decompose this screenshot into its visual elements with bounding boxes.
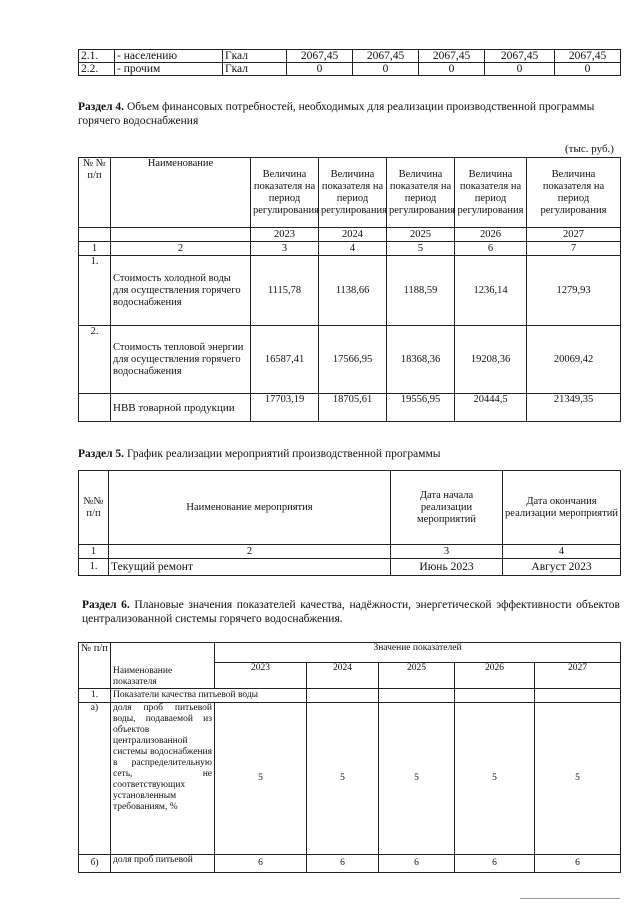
row-num: 2.1. <box>79 50 115 63</box>
col-num: 6 <box>455 242 527 256</box>
row-name: доля проб питьевой <box>111 855 215 873</box>
value-cell: 19556,95 <box>387 394 455 422</box>
table-row <box>79 256 621 326</box>
section4-unit: (тыс. руб.) <box>565 143 614 155</box>
table-row <box>79 326 621 394</box>
value-cell: 20069,42 <box>527 326 621 394</box>
start-date: Июнь 2023 <box>391 559 503 576</box>
row-name: Стоимость тепловой энергии для осуществления горячего водоснабжения <box>111 326 251 394</box>
year-cell: 2026 <box>455 228 527 242</box>
col-num-row <box>79 242 621 256</box>
value-cell: 5 <box>535 703 621 855</box>
section4-table <box>78 157 621 422</box>
value-cell: 6 <box>535 855 621 873</box>
row-num: а) <box>79 703 111 855</box>
value-cell: 6 <box>307 855 379 873</box>
value-cell: 16587,41 <box>251 326 319 394</box>
value-cell: 5 <box>379 703 455 855</box>
head-num: №№ п/п <box>79 471 109 545</box>
year-cell: 2024 <box>307 663 379 689</box>
year-cell: 2027 <box>527 228 621 242</box>
value-cell: 1138,66 <box>319 256 387 326</box>
head-value: Величина показателя на период регулирования <box>455 158 527 228</box>
row-num: 1. <box>79 256 111 326</box>
head-value: Величина показателя на период регулирования <box>319 158 387 228</box>
section5-label: Раздел 5. <box>78 448 125 460</box>
value-cell: 0 <box>555 63 621 76</box>
head-start: Дата начала реализации мероприятий <box>391 471 503 545</box>
head-value: Величина показателя на период регулирования <box>251 158 319 228</box>
section4-label: Раздел 4. <box>78 101 125 113</box>
section4-title: Объем финансовых потребностей, необходимых для реализации производственной программы горячего водоснабжения <box>78 101 595 127</box>
value-cell: 2067,45 <box>287 50 353 63</box>
year-cell: 2025 <box>387 228 455 242</box>
col-num: 2 <box>109 545 391 559</box>
value-cell: 17703,19 <box>251 394 319 422</box>
year-cell: 2023 <box>251 228 319 242</box>
value-cell: 0 <box>287 63 353 76</box>
year-cell: 2024 <box>319 228 387 242</box>
header-row <box>79 471 621 545</box>
top-table <box>78 49 621 76</box>
scan-line <box>520 898 620 899</box>
row-num <box>79 394 111 422</box>
head-num: № п/п <box>79 643 111 689</box>
value-cell: 19208,36 <box>455 326 527 394</box>
row-name: доля проб питьевой воды, подаваемой из объектов централизованной системы водоснабжения в распределительную сеть, не соответствующих установленным требованиям, % <box>111 703 215 855</box>
value-cell: 0 <box>419 63 485 76</box>
end-date: Август 2023 <box>503 559 621 576</box>
value-cell: 6 <box>215 855 307 873</box>
group-num: 1. <box>79 689 111 703</box>
head-name: Наименование <box>111 158 251 228</box>
value-cell: 0 <box>353 63 419 76</box>
section6-title: Плановые значения показателей качества, надёжности, энергетической эффективности объектов централизованной системы горячего водоснабжения. <box>82 599 620 625</box>
col-num: 4 <box>319 242 387 256</box>
row-unit: Гкал <box>223 63 287 76</box>
head-values: Значение показателей <box>215 643 621 663</box>
row-name: Стоимость холодной воды для осуществления горячего водоснабжения <box>111 256 251 326</box>
value-cell: 5 <box>307 703 379 855</box>
value-cell: 2067,45 <box>353 50 419 63</box>
section5-title: График реализации мероприятий производственной программы <box>126 448 441 460</box>
table-row <box>79 703 621 855</box>
head-end: Дата окончания реализации мероприятий <box>503 471 621 545</box>
col-num: 3 <box>251 242 319 256</box>
section6-label: Раздел 6. <box>82 599 130 611</box>
table-row <box>79 855 621 873</box>
value-cell: 1115,78 <box>251 256 319 326</box>
col-num: 5 <box>387 242 455 256</box>
section6-table <box>78 642 621 873</box>
head-name: Наименование мероприятия <box>109 471 391 545</box>
col-num: 3 <box>391 545 503 559</box>
year-cell: 2027 <box>535 663 621 689</box>
group-name: Показатели качества питьевой воды <box>111 689 307 703</box>
row-num: 2.2. <box>79 63 115 76</box>
row-name: - населению <box>115 50 223 63</box>
section5-table <box>78 470 621 576</box>
value-cell: 5 <box>215 703 307 855</box>
col-num: 7 <box>527 242 621 256</box>
row-num: 1. <box>79 559 109 576</box>
row-unit: Гкал <box>223 50 287 63</box>
value-cell: 20444,5 <box>455 394 527 422</box>
value-cell: 0 <box>485 63 555 76</box>
group-row <box>79 689 621 703</box>
section5-heading <box>78 447 623 461</box>
row-name: Текущий ремонт <box>109 559 391 576</box>
row-name: НВВ товарной продукции <box>111 394 251 422</box>
value-cell: 17566,95 <box>319 326 387 394</box>
year-row <box>79 228 621 242</box>
value-cell: 2067,45 <box>555 50 621 63</box>
value-cell: 6 <box>455 855 535 873</box>
col-num: 4 <box>503 545 621 559</box>
head-value: Величина показателя на период регулирования <box>387 158 455 228</box>
section4-heading <box>78 100 623 128</box>
value-cell: 1236,14 <box>455 256 527 326</box>
head-value: Величина показателя на период регулирования <box>527 158 621 228</box>
value-cell: 6 <box>379 855 455 873</box>
head-name: Наименование показателя <box>111 643 215 689</box>
col-num-row <box>79 545 621 559</box>
row-num: 2. <box>79 326 111 394</box>
value-cell: 5 <box>455 703 535 855</box>
col-num: 1 <box>79 545 109 559</box>
year-cell: 2025 <box>379 663 455 689</box>
table-row <box>79 559 621 576</box>
col-num: 1 <box>79 242 111 256</box>
table-row-total <box>79 394 621 422</box>
row-name: - прочим <box>115 63 223 76</box>
table-row <box>79 63 621 76</box>
value-cell: 2067,45 <box>419 50 485 63</box>
row-num: б) <box>79 855 111 873</box>
header-row <box>79 643 621 663</box>
value-cell: 1188,59 <box>387 256 455 326</box>
year-cell: 2026 <box>455 663 535 689</box>
value-cell: 18705,61 <box>319 394 387 422</box>
value-cell: 1279,93 <box>527 256 621 326</box>
col-num: 2 <box>111 242 251 256</box>
value-cell: 18368,36 <box>387 326 455 394</box>
header-row <box>79 158 621 228</box>
value-cell: 21349,35 <box>527 394 621 422</box>
section6-heading <box>82 598 620 626</box>
value-cell: 2067,45 <box>485 50 555 63</box>
year-cell: 2023 <box>215 663 307 689</box>
head-num: № № п/п <box>79 158 111 228</box>
table-row <box>79 50 621 63</box>
